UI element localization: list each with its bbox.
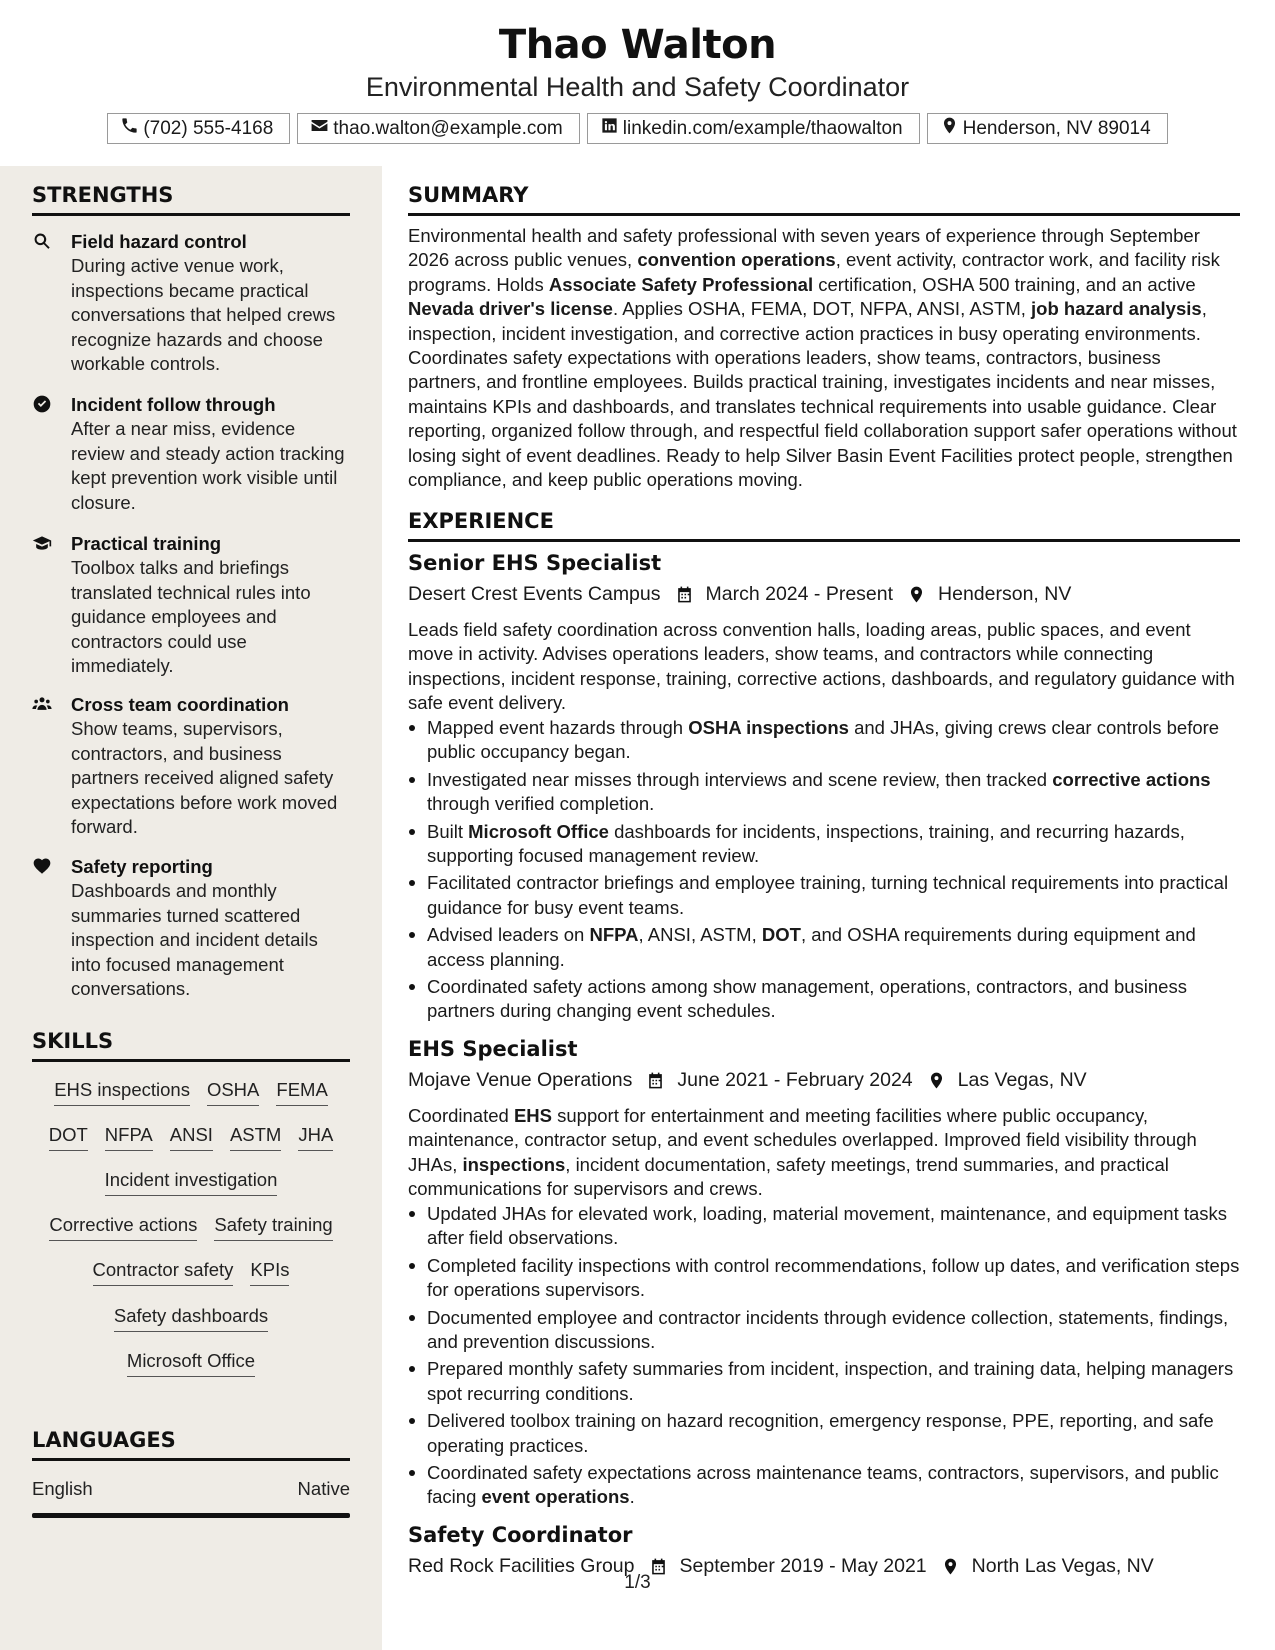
list-item: Built Microsoft Office dashboards for incidents, inspections, training, and recurring hazards, supporting focused management review. bbox=[408, 820, 1240, 869]
contact-bar bbox=[0, 113, 1275, 144]
contact-location-text: Henderson, NV 89014 bbox=[962, 117, 1151, 139]
contact-linkedin[interactable] bbox=[587, 113, 920, 144]
strength-description: After a near miss, evidence review and steady action tracking kept prevention work visible until closure. bbox=[71, 418, 345, 513]
skills-row bbox=[32, 1258, 350, 1286]
skill-tag: OSHA bbox=[207, 1078, 259, 1106]
job-bullets bbox=[408, 716, 1240, 1027]
skill-tag: FEMA bbox=[276, 1078, 327, 1106]
job-company: Red Rock Facilities Group bbox=[408, 1555, 635, 1577]
heart-icon bbox=[32, 856, 54, 878]
summary-text: Environmental health and safety professional with seven years of experience through September 2026 across public venues, convention operations, event activity, contractor work, and facility risk programs. Holds Associate Safety Professional certification, OSHA 500 training, and an active Nevada driver's license. Applies OSHA, FEMA, DOT, NFPA, ANSI, ASTM, job hazard analysis, inspection, incident investigation, and corrective action practices in busy operating environments. Coordinates safety expectations with operations leaders, show teams, contractors, business partners, and frontline employees. Builds practical training, investigates incidents and near misses, maintains KPIs and dashboards, and translates technical requirements into usable guidance. Clear reporting, organized follow through, and respectful field collaboration support safer operations without losing sight of event deadlines. Ready to help Silver Basin Event Facilities protect people, strengthen compliance, and keep public operations moving. bbox=[408, 225, 1237, 491]
job-meta bbox=[408, 583, 1071, 606]
map-pin-icon bbox=[927, 1071, 946, 1090]
strength-description: Dashboards and monthly summaries turned scattered inspection and incident details into focused management conversations. bbox=[71, 880, 318, 999]
map-pin-icon bbox=[907, 585, 926, 604]
job-description: Coordinated EHS support for entertainment and meeting facilities where public occupancy, maintenance, contractor setup, and event schedules overlapped. Improved field visibility through JHAs, inspections, incident documentation, safety meetings, trend summaries, and practical communications for supervisors and crews. bbox=[408, 1105, 1197, 1200]
job-location: North Las Vegas, NV bbox=[971, 1555, 1154, 1577]
strength-title: Practical training bbox=[71, 533, 222, 554]
page-number: 1/3 bbox=[624, 1572, 651, 1593]
search-icon bbox=[32, 231, 54, 253]
skill-tag: Safety training bbox=[214, 1213, 332, 1241]
map-pin-icon bbox=[940, 116, 959, 141]
contact-phone-text: (702) 555-4168 bbox=[143, 117, 274, 139]
language-name: English bbox=[32, 1478, 93, 1499]
envelope-icon bbox=[310, 116, 329, 141]
job-bullets bbox=[408, 1202, 1240, 1513]
language-level: Native bbox=[297, 1478, 350, 1499]
strength-description: During active venue work, inspections became practical conversations that helped crews recognize hazards and choose workable controls. bbox=[71, 255, 336, 374]
job-location: Las Vegas, NV bbox=[957, 1069, 1087, 1091]
candidate-title: Environmental Health and Safety Coordinator bbox=[365, 72, 910, 102]
job-location: Henderson, NV bbox=[938, 583, 1072, 605]
strength-description: Toolbox talks and briefings translated technical rules into guidance employees and contractors could use immediately. bbox=[71, 557, 311, 676]
skill-tag: EHS inspections bbox=[54, 1078, 190, 1106]
strength-title: Safety reporting bbox=[71, 856, 213, 877]
languages-heading: LANGUAGES bbox=[32, 1428, 350, 1461]
contact-email[interactable] bbox=[297, 113, 579, 144]
strength-item bbox=[32, 392, 352, 515]
skills-row bbox=[32, 1123, 350, 1151]
contact-linkedin-text: linkedin.com/example/thaowalton bbox=[622, 117, 903, 139]
job-title: EHS Specialist bbox=[408, 1037, 578, 1061]
job-dates: June 2021 - February 2024 bbox=[677, 1069, 913, 1091]
strength-title: Field hazard control bbox=[71, 231, 247, 252]
language-row bbox=[32, 1478, 350, 1500]
check-circle-icon bbox=[32, 394, 54, 416]
skill-tag: Safety dashboards bbox=[114, 1304, 268, 1332]
graduation-cap-icon bbox=[32, 533, 54, 555]
resume-header bbox=[0, 0, 1275, 166]
skill-tag: Corrective actions bbox=[49, 1213, 197, 1241]
job-dates: September 2019 - May 2021 bbox=[679, 1555, 927, 1577]
candidate-name: Thao Walton bbox=[498, 22, 777, 68]
summary-heading: SUMMARY bbox=[408, 183, 1240, 216]
skill-tag: DOT bbox=[49, 1123, 88, 1151]
list-item: Documented employee and contractor incidents through evidence collection, statements, findings, and prevention discussions. bbox=[408, 1306, 1240, 1355]
job-title: Safety Coordinator bbox=[408, 1523, 633, 1547]
strength-description: Show teams, supervisors, contractors, and business partners received aligned safety expectations before work moved forward. bbox=[71, 718, 338, 837]
list-item: Coordinated safety expectations across maintenance teams, contractors, supervisors, and public facing event operations. bbox=[408, 1461, 1240, 1510]
calendar-icon bbox=[646, 1071, 665, 1090]
calendar-icon bbox=[675, 585, 694, 604]
skills-heading: SKILLS bbox=[32, 1029, 350, 1062]
strength-title: Cross team coordination bbox=[71, 694, 289, 715]
skills-row bbox=[32, 1213, 350, 1241]
strength-item bbox=[32, 692, 352, 840]
skill-tag: Microsoft Office bbox=[127, 1349, 255, 1377]
skill-tag: JHA bbox=[298, 1123, 333, 1151]
job-title: Senior EHS Specialist bbox=[408, 551, 662, 575]
list-item: Completed facility inspections with control recommendations, follow up dates, and verification steps for operations supervisors. bbox=[408, 1254, 1240, 1303]
strengths-heading: STRENGTHS bbox=[32, 183, 350, 216]
phone-icon bbox=[120, 116, 139, 141]
job-company: Desert Crest Events Campus bbox=[408, 583, 661, 605]
list-item: Delivered toolbox training on hazard recognition, emergency response, PPE, reporting, and safe operating practices. bbox=[408, 1409, 1240, 1458]
strength-item bbox=[32, 229, 352, 377]
language-level-bar bbox=[32, 1513, 350, 1518]
list-item: Prepared monthly safety summaries from incident, inspection, and training data, helping managers spot recurring conditions. bbox=[408, 1357, 1240, 1406]
job-company: Mojave Venue Operations bbox=[408, 1069, 633, 1091]
skills-row bbox=[32, 1168, 350, 1196]
users-icon bbox=[32, 694, 54, 716]
job-description: Leads field safety coordination across convention halls, loading areas, public spaces, and event move in activity. Advises operations leaders, show teams, and contractors while connecting inspections, incident response, training, corrective actions, dashboards, and regulatory guidance with safe event delivery. bbox=[408, 619, 1235, 714]
strength-title: Incident follow through bbox=[71, 394, 276, 415]
contact-email-text: thao.walton@example.com bbox=[333, 117, 563, 139]
skill-tag: Incident investigation bbox=[105, 1168, 278, 1196]
skill-tag: KPIs bbox=[250, 1258, 289, 1286]
contact-phone[interactable] bbox=[107, 113, 290, 144]
list-item: Investigated near misses through interviews and scene review, then tracked corrective actions through verified completion. bbox=[408, 768, 1240, 817]
list-item: Updated JHAs for elevated work, loading, material movement, maintenance, and equipment tasks after field observations. bbox=[408, 1202, 1240, 1251]
skill-tag: NFPA bbox=[105, 1123, 153, 1151]
skill-tag: ASTM bbox=[230, 1123, 281, 1151]
skills-row bbox=[32, 1304, 350, 1332]
experience-heading: EXPERIENCE bbox=[408, 509, 1240, 542]
skills-row bbox=[32, 1349, 350, 1377]
strength-item bbox=[32, 531, 352, 679]
job-dates: March 2024 - Present bbox=[705, 583, 894, 605]
contact-location bbox=[927, 113, 1168, 144]
list-item: Coordinated safety actions among show management, operations, contractors, and business partners during changing event schedules. bbox=[408, 975, 1240, 1024]
list-item: Advised leaders on NFPA, ANSI, ASTM, DOT, and OSHA requirements during equipment and access planning. bbox=[408, 923, 1240, 972]
job-meta bbox=[408, 1069, 1087, 1092]
skills-row bbox=[32, 1078, 350, 1106]
skill-tag: Contractor safety bbox=[93, 1258, 234, 1286]
list-item: Facilitated contractor briefings and employee training, turning technical requirements into practical guidance for busy event teams. bbox=[408, 871, 1240, 920]
strength-item bbox=[32, 854, 352, 1002]
linkedin-icon bbox=[600, 116, 619, 141]
skill-tag: ANSI bbox=[170, 1123, 213, 1151]
list-item: Mapped event hazards through OSHA inspections and JHAs, giving crews clear controls before public occupancy began. bbox=[408, 716, 1240, 765]
